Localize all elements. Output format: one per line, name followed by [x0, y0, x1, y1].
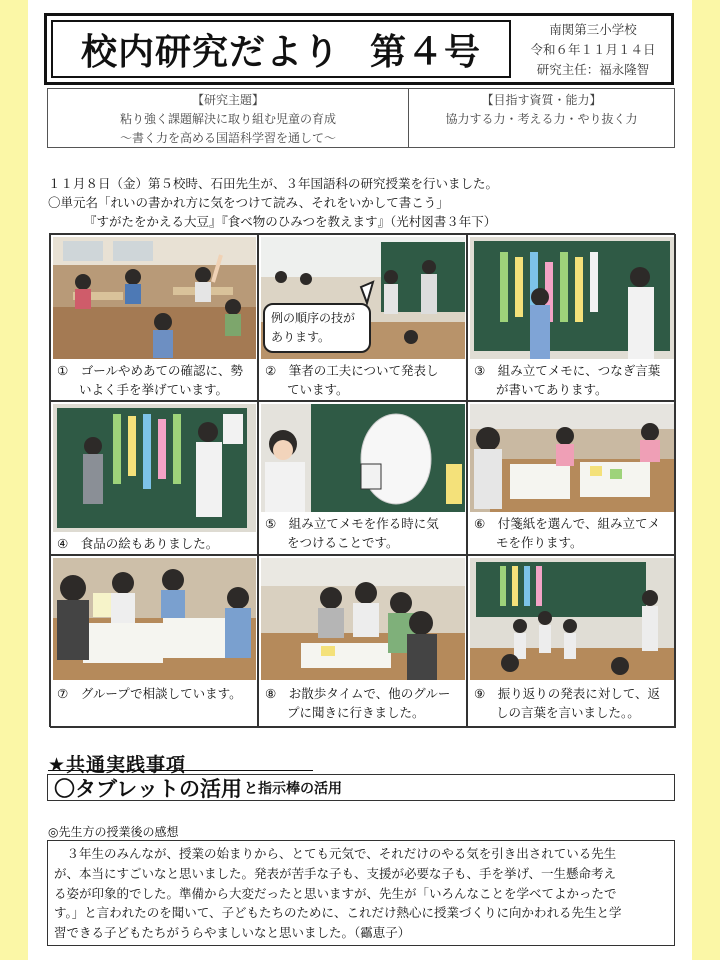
impressions-line: が、本当にすごいなと思いました。発表が苦手な子も、支援が必要な子も、手を挙げ、一生懸命考え — [54, 865, 617, 881]
research-theme-table — [47, 88, 675, 148]
research-theme-line: 粘り強く課題解決に取り組む児童の育成 — [119, 112, 336, 126]
research-theme-cell — [48, 89, 409, 147]
caption-number: ⑤ — [265, 516, 277, 531]
photo-cell-3 — [467, 234, 676, 401]
caption-line: 食品の絵もありました。 — [80, 536, 219, 551]
caption-number: ② — [265, 363, 277, 378]
caption-line: 振り返りの発表に対して、返 — [497, 686, 660, 701]
research-lead: 研究主任：福永隆智 — [536, 62, 650, 77]
photo-caption — [474, 684, 671, 722]
classroom-photo — [53, 404, 256, 532]
caption-number: ⑨ — [474, 686, 486, 701]
photo-cell-8 — [258, 555, 467, 728]
speech-bubble — [263, 303, 371, 353]
title-issue: 第４号 — [370, 31, 482, 73]
photo-caption — [57, 684, 253, 703]
caption-number: ⑥ — [474, 516, 486, 531]
photo-caption — [474, 361, 671, 399]
practice-main: 〇タブレットの活用 — [54, 776, 242, 801]
caption-line: いよく手を挙げています。 — [79, 382, 229, 397]
caption-line: 組み立てメモを作る時に気 — [288, 516, 439, 531]
common-practice-box — [47, 774, 675, 801]
unit-name: 〇単元名「れいの書かれ方に気をつけて読み、それをいかして書こう」 — [48, 195, 449, 210]
research-theme-subtitle: ～書く力を高める国語科学習を通して～ — [119, 131, 336, 145]
impressions-line: 習できる子どもたちがうらやましいなと思いました。（靍恵子） — [54, 925, 411, 941]
newsletter-title — [51, 20, 511, 78]
impressions-line: ３年生のみんなが、授業の始まりから、とても元気で、それだけのやる気を引き出されている先生 — [54, 846, 617, 861]
photo-caption — [57, 534, 253, 553]
classroom-photo — [470, 558, 674, 680]
speech-bubble-line: あります。 — [271, 330, 331, 344]
photo-cell-1 — [50, 234, 258, 401]
classroom-photo — [470, 404, 674, 512]
target-abilities-label: 【目指す資質・能力】 — [481, 93, 602, 107]
textbook-line: 『すがたをかえる大豆』『食べ物のひみつを教えます』（光村図書３年下） — [84, 214, 497, 229]
classroom-photo — [53, 558, 256, 680]
photo-caption — [265, 684, 462, 722]
title-main: 校内研究だより — [81, 31, 341, 73]
caption-line: プに聞きに行きました。 — [287, 705, 425, 720]
classroom-photo — [53, 237, 256, 359]
caption-line: お散歩タイムで、他のグルー — [288, 686, 451, 701]
photo-cell-7 — [50, 555, 258, 728]
caption-number: ④ — [57, 536, 69, 551]
photo-cell-5 — [258, 401, 467, 555]
title-header — [44, 13, 674, 85]
impressions-line: す。」と言われたのを聞いて、子どもたちのために、これだけ熱心に授業づくりに向かわれる先生と学 — [54, 905, 622, 921]
photo-caption — [57, 361, 253, 399]
impressions-box — [47, 840, 675, 946]
section-underline — [48, 770, 313, 771]
classroom-photo — [261, 404, 465, 512]
photo-caption — [265, 514, 462, 552]
practice-sub: と指示棒の活用 — [243, 780, 342, 797]
target-abilities-cell — [409, 89, 674, 147]
research-theme-label: 【研究主題】 — [191, 93, 264, 107]
caption-line: モを作ります。 — [496, 535, 583, 550]
school-info — [517, 20, 669, 78]
caption-line: 組み立てメモに、つなぎ言葉 — [497, 363, 661, 378]
classroom-photo — [470, 237, 674, 359]
caption-line: ています。 — [287, 382, 349, 397]
caption-line: が書いてあります。 — [496, 382, 608, 397]
caption-line: ゴールやめあての確認に、勢 — [80, 363, 243, 378]
classroom-photo — [261, 558, 465, 680]
photo-caption — [265, 361, 462, 399]
school-name: 南関第三小学校 — [549, 22, 637, 37]
caption-line: グループで相談しています。 — [80, 686, 242, 701]
intro-text — [48, 174, 688, 231]
impressions-heading: ◎先生方の授業後の感想 — [48, 825, 179, 839]
photo-cell-4 — [50, 401, 258, 555]
intro-line: １１月８日（金）第５校時、石田先生が、３年国語科の研究授業を行いました。 — [48, 176, 499, 191]
photo-cell-2 — [258, 234, 467, 401]
caption-number: ③ — [474, 363, 486, 378]
newsletter-page — [28, 0, 692, 960]
caption-line: をつけることです。 — [287, 535, 399, 550]
issue-date: 令和６年１１月１４日 — [530, 42, 656, 57]
photo-grid — [49, 233, 675, 727]
caption-line: 筆者の工夫について発表し — [288, 363, 439, 378]
caption-line: 付箋紙を選んで、組み立てメ — [497, 516, 660, 531]
impressions-line: る姿が印象的でした。準備から大変だったと思いますが、先生が「いろんなことを学べてよかったで — [54, 885, 617, 901]
photo-cell-6 — [467, 401, 676, 555]
caption-number: ⑦ — [57, 686, 69, 701]
section-heading: ★共通実践事項 — [48, 754, 187, 776]
caption-number: ① — [57, 363, 69, 378]
caption-number: ⑧ — [265, 686, 277, 701]
target-abilities-text: 協力する力・考える力・やり抜く力 — [445, 112, 638, 126]
speech-bubble-line: 例の順序の技が — [271, 311, 356, 325]
photo-caption — [474, 514, 671, 552]
photo-cell-9 — [467, 555, 676, 728]
caption-line: しの言葉を言いました。。 — [496, 705, 640, 720]
